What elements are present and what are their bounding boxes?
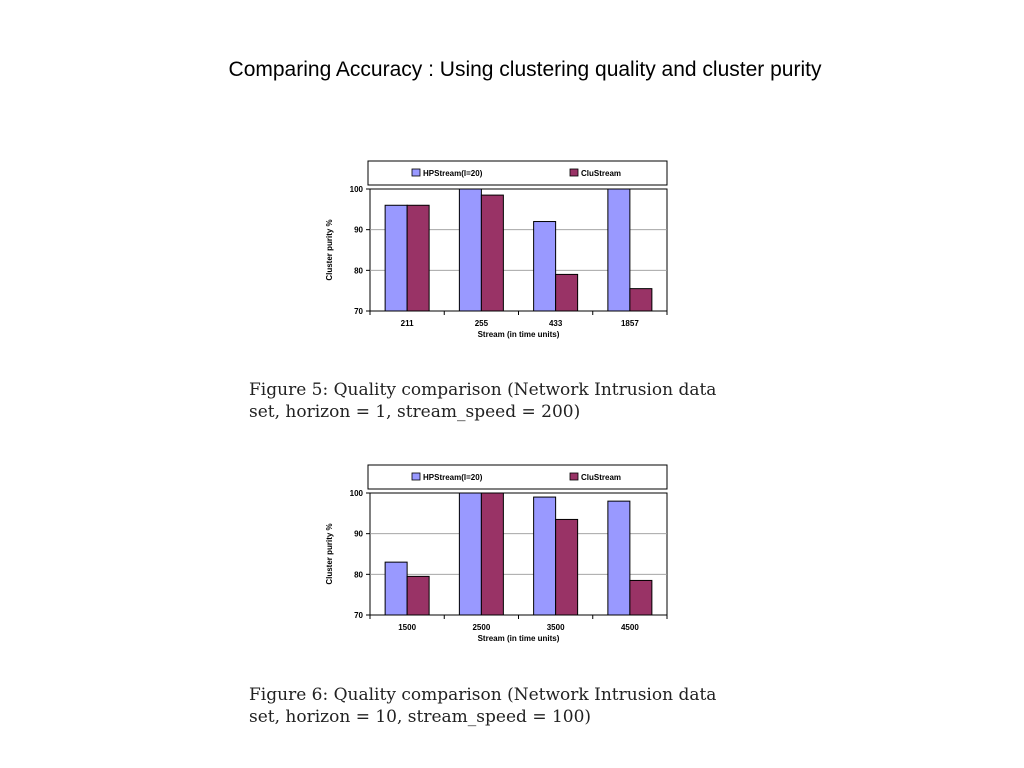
slide-title: Comparing Accuracy : Using clustering quality and cluster purity: [228, 58, 822, 81]
bar-hpstream-433: [534, 222, 556, 311]
x-tick-label: 1500: [398, 623, 417, 632]
x-tick-label: 433: [548, 319, 563, 328]
bar-hpstream-211: [385, 205, 407, 311]
bar-hpstream-4500: [608, 501, 630, 615]
x-axis-label: Stream (in time units): [477, 634, 560, 643]
chart-legend: [368, 465, 667, 489]
chart-legend: [368, 161, 667, 185]
bar-hpstream-3500: [534, 497, 556, 615]
bar-clustream-1500: [407, 576, 429, 615]
caption-line: set, horizon = 10, stream_speed = 100): [249, 707, 592, 727]
y-tick-label: 90: [354, 225, 363, 235]
bar-clustream-1857: [630, 289, 652, 311]
legend-swatch: [412, 169, 420, 176]
x-tick-label: 3500: [546, 623, 565, 632]
y-axis-label: Cluster purity %: [325, 523, 334, 585]
bar-clustream-255: [481, 195, 503, 311]
x-axis-label: Stream (in time units): [477, 330, 560, 339]
y-tick-label: 70: [354, 307, 363, 316]
legend-swatch: [570, 169, 578, 176]
bar-clustream-211: [407, 205, 429, 311]
legend-label: HPStream(l=20): [423, 169, 483, 178]
bar-clustream-4500: [630, 580, 652, 615]
legend-swatch: [412, 473, 420, 480]
x-tick-label: 255: [474, 319, 489, 328]
caption-line: Figure 6: Quality comparison (Network Intrusion data: [249, 685, 717, 705]
y-tick-label: 70: [354, 611, 363, 620]
legend-label: CluStream: [581, 169, 622, 178]
y-tick-label: 80: [354, 570, 363, 580]
chart-figure-5: [300, 155, 680, 345]
bar-clustream-3500: [556, 519, 578, 615]
caption-line: set, horizon = 1, stream_speed = 200): [249, 402, 581, 422]
x-tick-label: 1857: [620, 319, 639, 328]
x-tick-label: 211: [400, 319, 414, 328]
legend-label: CluStream: [581, 473, 622, 482]
y-tick-label: 80: [354, 266, 363, 276]
bar-hpstream-2500: [459, 493, 481, 615]
figure-6-caption: [249, 684, 769, 728]
bar-hpstream-1857: [608, 189, 630, 311]
bar-clustream-2500: [481, 493, 503, 615]
bar-hpstream-1500: [385, 562, 407, 615]
y-tick-label: 100: [349, 185, 363, 194]
y-tick-label: 90: [354, 529, 363, 539]
bar-hpstream-255: [459, 189, 481, 311]
bar-clustream-433: [556, 274, 578, 311]
legend-label: HPStream(l=20): [423, 473, 483, 482]
y-tick-label: 100: [349, 489, 363, 498]
legend-swatch: [570, 473, 578, 480]
x-tick-label: 2500: [472, 623, 491, 632]
x-tick-label: 4500: [620, 623, 639, 632]
figure-5-caption: [249, 379, 769, 423]
y-axis-label: Cluster purity %: [325, 219, 334, 281]
chart-figure-6: [300, 459, 680, 649]
caption-line: Figure 5: Quality comparison (Network Intrusion data: [249, 380, 717, 400]
